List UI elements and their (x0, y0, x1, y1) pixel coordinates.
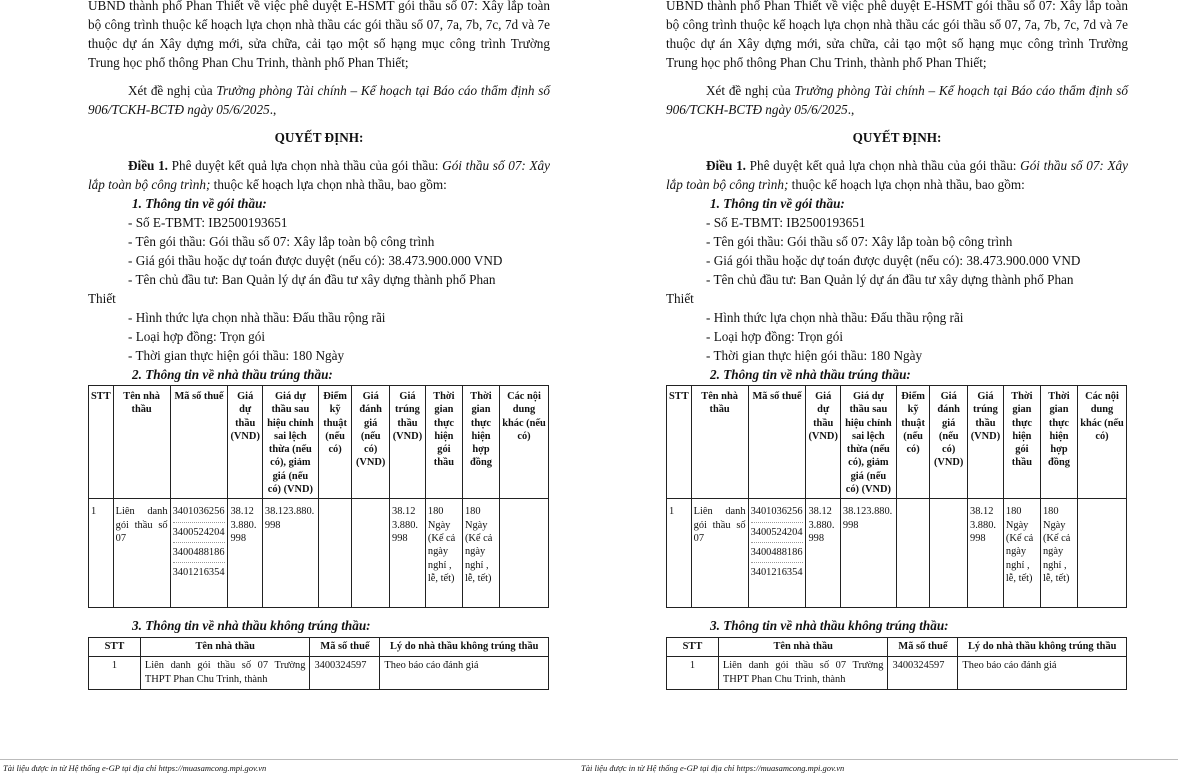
th-win: Giá trúng thầu (VND) (968, 386, 1004, 499)
tax-code: 3401036256 (750, 506, 803, 518)
th-tax: Mã số thuế (748, 386, 806, 499)
cell-win: 38.123.880.998 (968, 499, 1004, 608)
intro-paragraph: UBND thành phố Phan Thiết về việc phê duyệt E-HSMT gói thầu số 07: Xây lắp toàn bộ công trình thuộc kế hoạch lựa chọn nhà thầu các gói thầu số 07, 7a, 7b, 7c, 7d và 7e thuộc dự án Xây dựng mới, sửa chữa, cải tạo một số hạng mục công trình Trường Trung học phổ thông Phan Chu Trinh, thành phố Phan Thiết; (88, 0, 550, 70)
table-row (89, 657, 549, 690)
th-package-time: Thời gian thực hiện gói thầu (1003, 386, 1040, 499)
page-footer (578, 759, 1178, 773)
ebmt-line: - Số E-TBMT: IB2500193651 (128, 215, 288, 230)
tax-code: 3400488186 (173, 542, 226, 562)
winning-bidder-table (88, 385, 549, 608)
footer-source-note: Tài liệu được in từ Hệ thống e-GP tại địa chỉ https://muasamcong.mpi.gov.vn (581, 763, 845, 773)
cell-name: Liên danh gói thầu số 07 (691, 499, 748, 608)
th-name: Tên nhà thầu (691, 386, 748, 499)
section-2-title: 2. Thông tin về nhà thầu trúng thầu: (132, 367, 333, 382)
th-name: Tên nhà thầu (113, 386, 170, 499)
section-3-title: 3. Thông tin về nhà thầu không trúng thầu: (710, 618, 949, 634)
contract-type-line: - Loại hợp đồng: Trọn gói (128, 329, 266, 344)
investor-line: - Tên chủ đầu tư: Ban Quản lý dự án đầu tư xây dựng thành phố Phan (128, 272, 496, 287)
table-row (667, 499, 1127, 608)
cell-contract-time: 180 Ngày (Kể cả ngày nghỉ , lễ, tết) (1040, 499, 1077, 608)
th-bid: Giá dự thầu (VND) (806, 386, 840, 499)
th-adjusted: Giá dự thầu sau hiệu chỉnh sai lệch thừa (nếu có), giảm giá (nếu có) (VND) (262, 386, 318, 499)
losing-bidder-table (88, 637, 549, 690)
package-price-line: - Giá gói thầu hoặc dự toán được duyệt (nếu có): 38.473.900.000 VND (128, 253, 503, 268)
th2-stt: STT (89, 638, 141, 657)
th2-tax: Mã số thuế (888, 638, 958, 657)
th-adjusted: Giá dự thầu sau hiệu chỉnh sai lệch thừa (nếu có), giảm giá (nếu có) (VND) (840, 386, 896, 499)
cell2-stt: 1 (89, 657, 141, 690)
th-tech: Điểm kỹ thuật (nếu có) (896, 386, 930, 499)
proposal-paragraph: Xét đề nghị của Trưởng phòng Tài chính – Kế hoạch tại Báo cáo thẩm định số 906/TCKH-BCTĐ ngày 05/6/2025., (666, 83, 1128, 117)
th2-tax: Mã số thuế (310, 638, 380, 657)
cell-tech (896, 499, 930, 608)
th2-reason: Lý do nhà thầu không trúng thầu (958, 638, 1127, 657)
cell-stt: 1 (667, 499, 692, 608)
selection-form-line: - Hình thức lựa chọn nhà thầu: Đấu thầu rộng rãi (128, 310, 386, 325)
duration-line: - Thời gian thực hiện gói thầu: 180 Ngày (706, 348, 923, 363)
losing-bidder-table (666, 637, 1127, 690)
th-stt: STT (667, 386, 692, 499)
winning-bidder-table (666, 385, 1127, 608)
tax-code: 3400524204 (173, 522, 226, 542)
cell-contract-time: 180 Ngày (Kể cả ngày nghỉ , lễ, tết) (462, 499, 499, 608)
cell2-tax: 3400324597 (310, 657, 380, 690)
cell-stt: 1 (89, 499, 114, 608)
th-other: Các nội dung khác (nếu có) (1078, 386, 1127, 499)
th-tech: Điểm kỹ thuật (nếu có) (318, 386, 352, 499)
th-stt: STT (89, 386, 114, 499)
table-row (667, 657, 1127, 690)
cell-name: Liên danh gói thầu số 07 (113, 499, 170, 608)
tax-code: 3401216354 (751, 562, 804, 582)
page-footer (0, 759, 600, 773)
proposal-paragraph: Xét đề nghị của Trưởng phòng Tài chính – Kế hoạch tại Báo cáo thẩm định số 906/TCKH-BCTĐ ngày 05/6/2025., (88, 83, 550, 117)
cell2-name: Liên danh gói thầu số 07 Trường THPT Phan Chu Trinh, thành (718, 657, 888, 690)
th2-stt: STT (667, 638, 719, 657)
duration-line: - Thời gian thực hiện gói thầu: 180 Ngày (128, 348, 345, 363)
th-eval: Giá đánh giá (nếu có) (VND) (930, 386, 968, 499)
winning-table-header (667, 386, 1127, 499)
investor-line-cont: Thiết (88, 291, 116, 306)
cell-other (500, 499, 549, 608)
page-content (666, 0, 1128, 690)
th-tax: Mã số thuế (170, 386, 228, 499)
contract-type-line: - Loại hợp đồng: Trọn gói (706, 329, 844, 344)
intro-paragraph: UBND thành phố Phan Thiết về việc phê duyệt E-HSMT gói thầu số 07: Xây lắp toàn bộ công trình thuộc kế hoạch lựa chọn nhà thầu các gói thầu số 07, 7a, 7b, 7c, 7d và 7e thuộc dự án Xây dựng mới, sửa chữa, cải tạo một số hạng mục công trình Trường Trung học phổ thông Phan Chu Trinh, thành phố Phan Thiết; (666, 0, 1128, 70)
cell2-reason: Theo báo cáo đánh giá (958, 657, 1127, 690)
package-name-line: - Tên gói thầu: Gói thầu số 07: Xây lắp toàn bộ công trình (706, 234, 1013, 249)
th2-name: Tên nhà thầu (718, 638, 888, 657)
footer-source-note: Tài liệu được in từ Hệ thống e-GP tại địa chỉ https://muasamcong.mpi.gov.vn (3, 763, 267, 773)
article-1-paragraph: Điều 1. Phê duyệt kết quả lựa chọn nhà thầu của gói thầu: Gói thầu số 07: Xây lắp toàn bộ công trình; thuộc kế hoạch lựa chọn nhà thầu, bao gồm: (88, 158, 551, 192)
cell2-name: Liên danh gói thầu số 07 Trường THPT Phan Chu Trinh, thành (140, 657, 310, 690)
cell-adjusted: 38.123.880.998 (262, 499, 318, 608)
document-page-right (578, 0, 1178, 782)
section-2-title: 2. Thông tin về nhà thầu trúng thầu: (710, 367, 911, 382)
cell-tech (318, 499, 352, 608)
cell-eval (930, 499, 968, 608)
losing-table-header (89, 638, 549, 657)
decision-title: QUYẾT ĐỊNH: (852, 130, 942, 145)
cell-adjusted: 38.123.880.998 (840, 499, 896, 608)
table-row (89, 499, 549, 608)
section-3-title: 3. Thông tin về nhà thầu không trúng thầu: (132, 618, 371, 634)
cell-bid: 38.123.880.998 (806, 499, 840, 608)
th-eval: Giá đánh giá (nếu có) (VND) (352, 386, 390, 499)
losing-table-header (667, 638, 1127, 657)
package-price-line: - Giá gói thầu hoặc dự toán được duyệt (nếu có): 38.473.900.000 VND (706, 253, 1081, 268)
cell2-reason: Theo báo cáo đánh giá (380, 657, 549, 690)
th-win: Giá trúng thầu (VND) (390, 386, 426, 499)
cell-bid: 38.123.880.998 (228, 499, 262, 608)
th-package-time: Thời gian thực hiện gói thầu (425, 386, 462, 499)
tax-code: 3400488186 (751, 542, 804, 562)
investor-line-cont: Thiết (666, 291, 694, 306)
cell-tax-codes (748, 499, 806, 608)
decision-title: QUYẾT ĐỊNH: (274, 130, 364, 145)
cell-win: 38.123.880.998 (390, 499, 426, 608)
cell2-tax: 3400324597 (888, 657, 958, 690)
article-1-paragraph: Điều 1. Phê duyệt kết quả lựa chọn nhà thầu của gói thầu: Gói thầu số 07: Xây lắp toàn bộ công trình; thuộc kế hoạch lựa chọn nhà thầu, bao gồm: (666, 158, 1129, 192)
winning-table-header (89, 386, 549, 499)
th-bid: Giá dự thầu (VND) (228, 386, 262, 499)
th2-name: Tên nhà thầu (140, 638, 310, 657)
cell-other (1078, 499, 1127, 608)
investor-line: - Tên chủ đầu tư: Ban Quản lý dự án đầu tư xây dựng thành phố Phan (706, 272, 1074, 287)
selection-form-line: - Hình thức lựa chọn nhà thầu: Đấu thầu rộng rãi (706, 310, 964, 325)
cell2-stt: 1 (667, 657, 719, 690)
cell-tax-codes (170, 499, 228, 608)
tax-code: 3400524204 (751, 522, 804, 542)
cell-eval (352, 499, 390, 608)
package-name-line: - Tên gói thầu: Gói thầu số 07: Xây lắp toàn bộ công trình (128, 234, 435, 249)
tax-code: 3401036256 (172, 506, 225, 518)
ebmt-line: - Số E-TBMT: IB2500193651 (706, 215, 866, 230)
section-1-title: 1. Thông tin về gói thầu: (710, 196, 845, 211)
th2-reason: Lý do nhà thầu không trúng thầu (380, 638, 549, 657)
cell-package-time: 180 Ngày (Kể cả ngày nghỉ , lễ, tết) (1003, 499, 1040, 608)
tax-code: 3401216354 (173, 562, 226, 582)
th-other: Các nội dung khác (nếu có) (500, 386, 549, 499)
cell-package-time: 180 Ngày (Kể cả ngày nghỉ , lễ, tết) (425, 499, 462, 608)
section-1-title: 1. Thông tin về gói thầu: (132, 196, 267, 211)
page-content (88, 0, 550, 690)
th-contract-time: Thời gian thực hiện hợp đồng (462, 386, 499, 499)
th-contract-time: Thời gian thực hiện hợp đồng (1040, 386, 1077, 499)
